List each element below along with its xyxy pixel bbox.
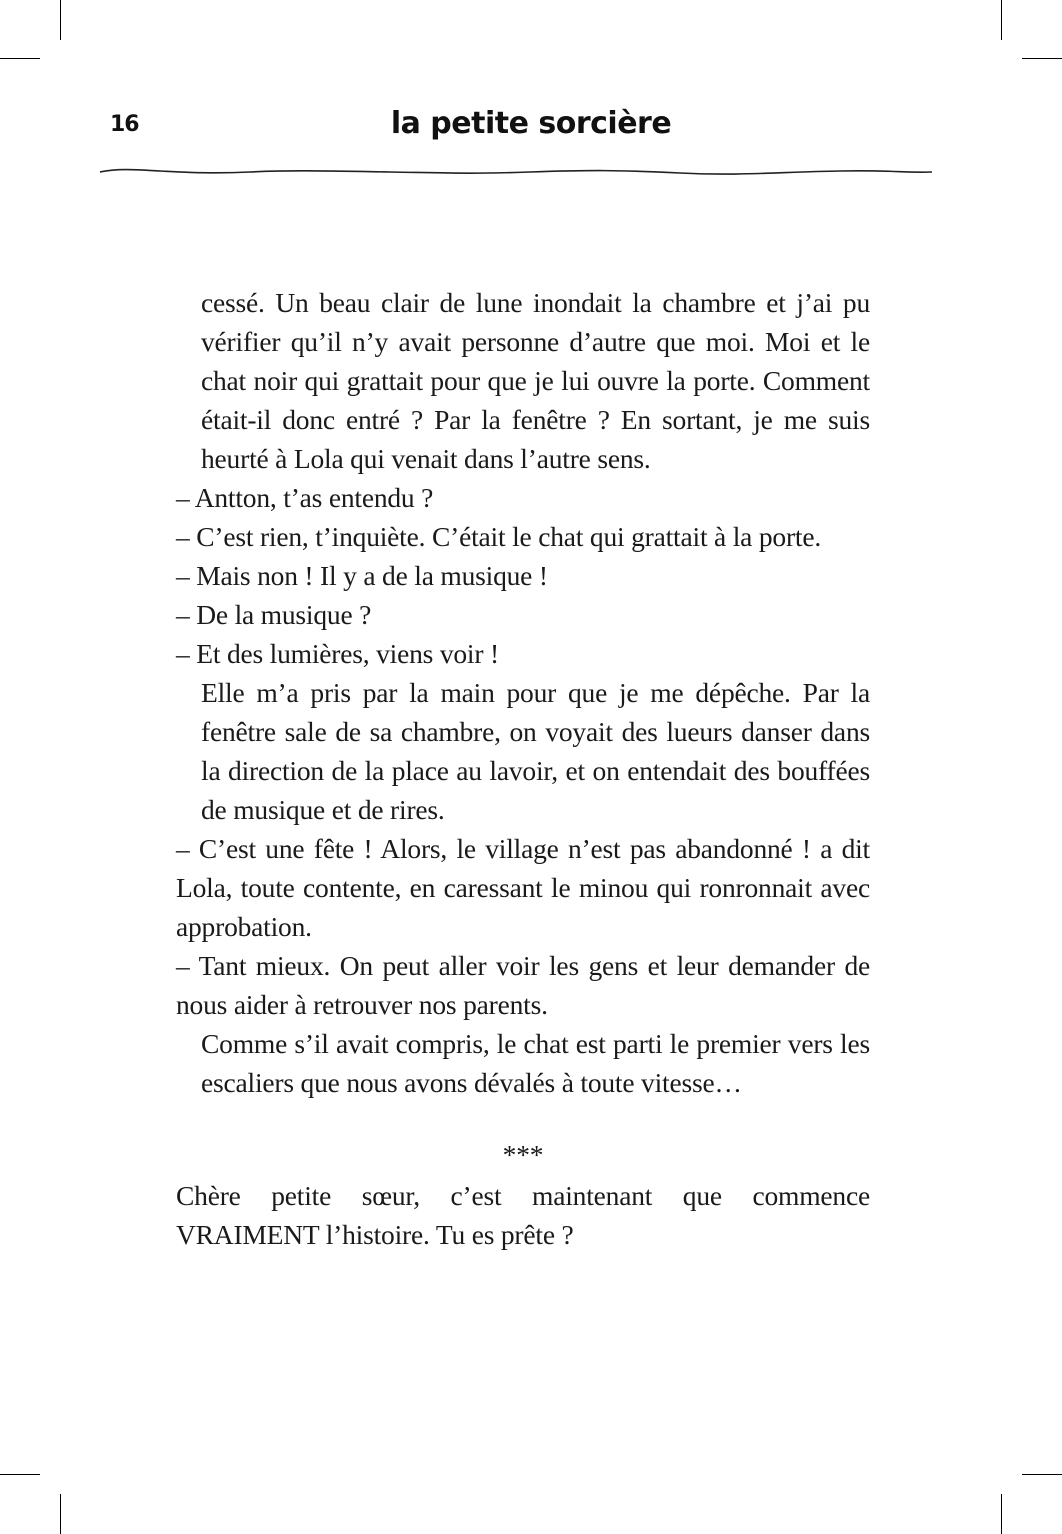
page-number: 16 <box>110 112 139 137</box>
paragraph-narration: Elle m’a pris par la main pour que je me dépêche. Par la fenêtre sale de sa chambre, on voyait des lueurs danser dans la direction de la place au lavoir, et on entendait des bouffées de musique et de rires. <box>201 677 870 825</box>
paragraph-dialogue: – Tant mieux. On peut aller voir les gens et leur demander de nous aider à retrouver nos parents. <box>176 950 870 1020</box>
crop-mark-bottom-right <box>1001 1494 1002 1534</box>
header-rule <box>100 162 932 182</box>
paragraph-dialogue: – Et des lumières, viens voir ! <box>176 638 499 669</box>
crop-mark-top-right <box>1001 0 1002 40</box>
crop-mark-top-right-h <box>1022 58 1062 59</box>
crop-mark-top-left <box>60 0 61 40</box>
crop-mark-bottom-left <box>60 1494 61 1534</box>
paragraph-dialogue: – C’est une fête ! Alors, le village n’est pas abandonné ! a dit Lola, toute contente, en caressant le minou qui ronronnait avec approbation. <box>176 833 870 942</box>
paragraph-dialogue: – C’est rien, t’inquiète. C’était le chat qui grattait à la porte. <box>176 521 822 552</box>
paragraph-dialogue: – De la musique ? <box>176 599 372 630</box>
paragraph-dialogue: – Mais non ! Il y a de la musique ! <box>176 560 548 591</box>
crop-mark-top-left-h <box>0 58 40 59</box>
crop-mark-bottom-right-h <box>1022 1474 1062 1475</box>
crop-mark-bottom-left-h <box>0 1474 40 1475</box>
closing-paragraph: Chère petite sœur, c’est maintenant que commence VRAIMENT l’histoire. Tu es prête ? <box>176 1180 870 1250</box>
paragraph-narration: Comme s’il avait compris, le chat est parti le premier vers les escaliers que nous avons dévalés à toute vitesse… <box>201 1028 870 1098</box>
body-text <box>176 283 870 1254</box>
running-title: la petite sorcière <box>390 106 672 141</box>
paragraph-dialogue: – Antton, t’as entendu ? <box>176 482 434 513</box>
paragraph-narration: cessé. Un beau clair de lune inondait la chambre et j’ai pu vérifier qu’il n’y avait personne d’autre que moi. Moi et le chat noir qui grattait pour que je lui ouvre la porte. Comment était-il donc entré ? Par la fenêtre ? En sortant, je me suis heurté à Lola qui venait dans l’autre sens. <box>201 287 870 474</box>
section-separator: *** <box>502 1139 544 1170</box>
